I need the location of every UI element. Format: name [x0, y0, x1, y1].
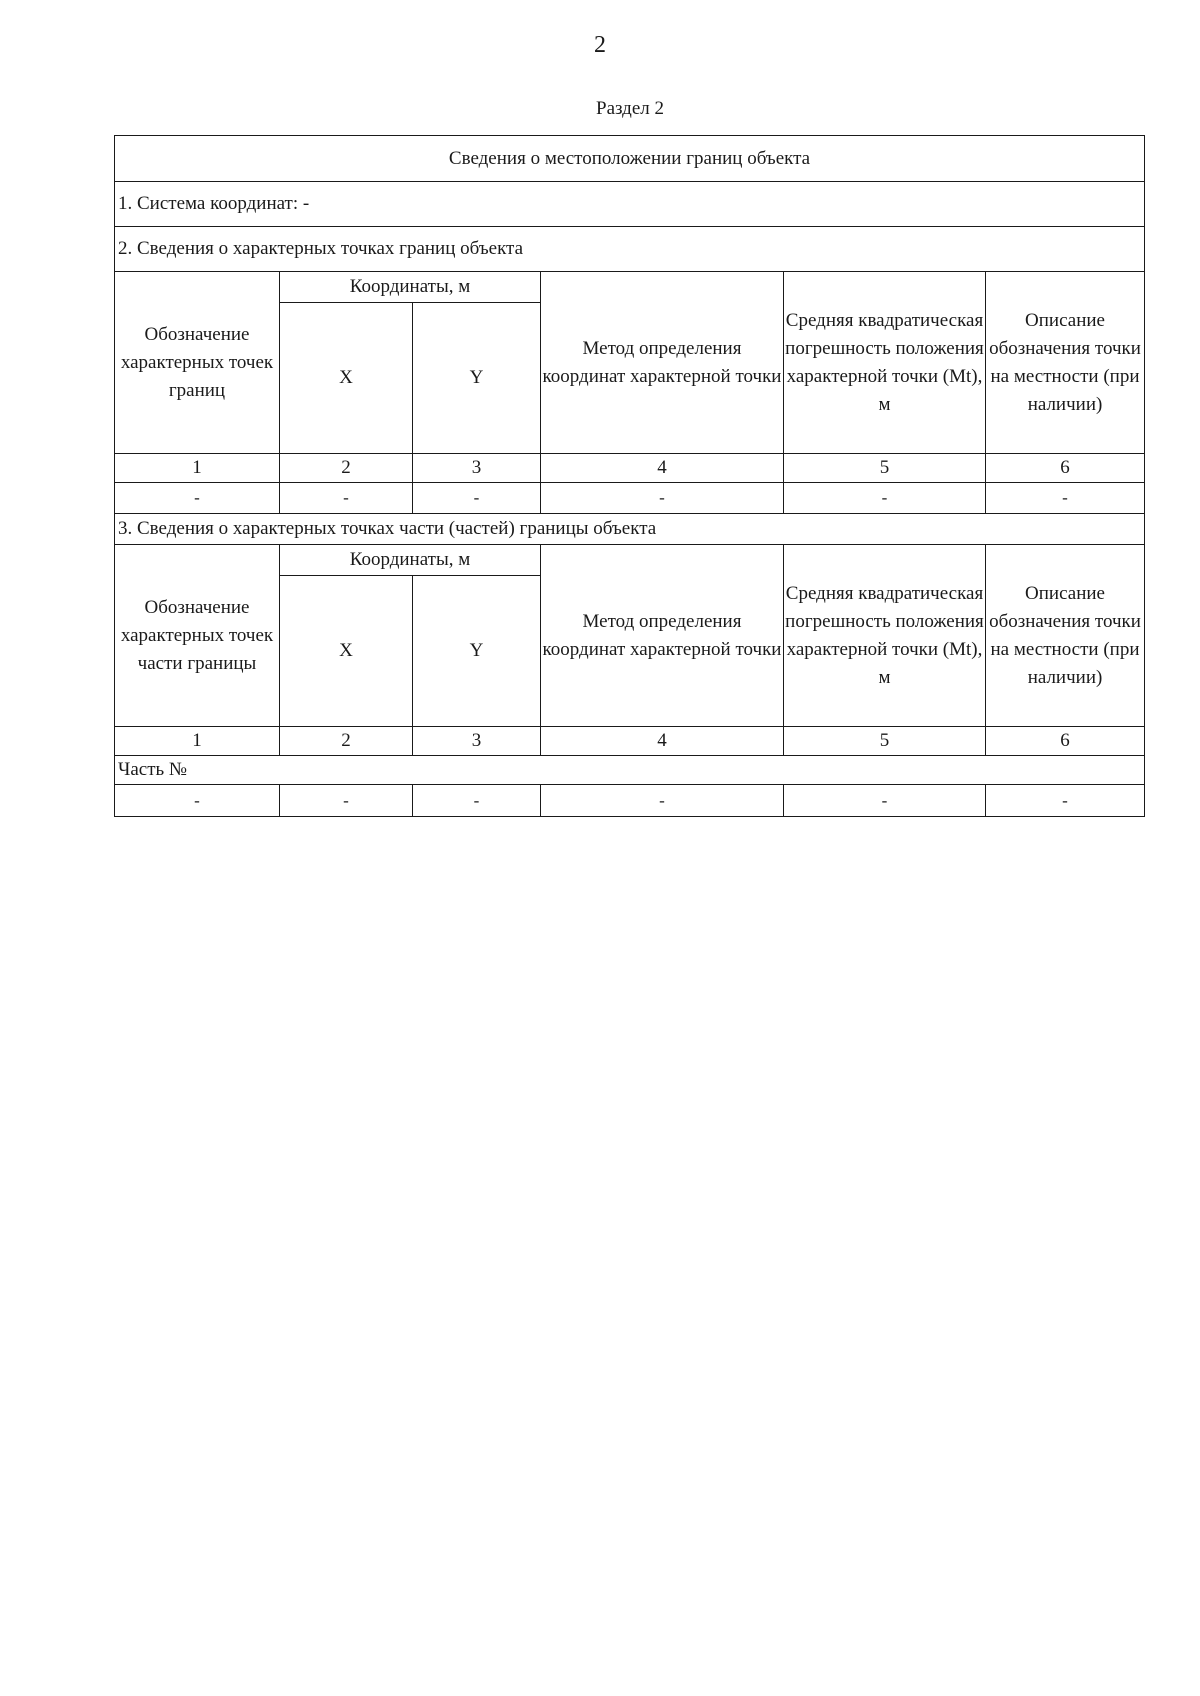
section3-header-description: Описание обозначения точки на местности (при наличии)	[986, 545, 1145, 727]
section2-data-row	[115, 483, 1145, 514]
column-number: 6	[986, 454, 1145, 483]
section2-header-coordinates: Координаты, м	[280, 272, 541, 303]
table-cell: -	[413, 483, 541, 514]
table-cell: -	[784, 483, 986, 514]
section3-header-coordinates: Координаты, м	[280, 545, 541, 576]
section2-number-row	[115, 454, 1145, 483]
section3-header-method: Метод определения координат характерной точки	[541, 545, 784, 727]
column-number: 4	[541, 454, 784, 483]
table-cell: -	[115, 483, 280, 514]
table-cell: -	[541, 785, 784, 817]
table-cell: -	[541, 483, 784, 514]
section3-header-designation: Обозначение характерных точек части границы	[115, 545, 280, 727]
column-number: 3	[413, 727, 541, 756]
section2-header-y: Y	[413, 303, 541, 454]
section-title: Раздел 2	[596, 98, 664, 119]
part-label: Часть №	[115, 756, 1145, 785]
section2-header-error: Средняя квадратическая погрешность положения характерной точки (Mt), м	[784, 272, 986, 454]
column-number: 5	[784, 454, 986, 483]
section3-title: 3. Сведения о характерных точках части (частей) границы объекта	[115, 514, 1145, 545]
section2-title: 2. Сведения о характерных точках границ объекта	[115, 227, 1145, 272]
column-number: 6	[986, 727, 1145, 756]
table-cell: -	[986, 483, 1145, 514]
column-number: 1	[115, 454, 280, 483]
section3-header-error: Средняя квадратическая погрешность положения характерной точки (Mt), м	[784, 545, 986, 727]
section3-header-y: Y	[413, 576, 541, 727]
table-cell: -	[413, 785, 541, 817]
section2-header-description: Описание обозначения точки на местности (при наличии)	[986, 272, 1145, 454]
section2-header-designation: Обозначение характерных точек границ	[115, 272, 280, 454]
section3-number-row	[115, 727, 1145, 756]
table-cell: -	[280, 483, 413, 514]
table-cell: -	[115, 785, 280, 817]
section3-data-row	[115, 785, 1145, 817]
section3-header-x: X	[280, 576, 413, 727]
section2-header-x: X	[280, 303, 413, 454]
column-number: 3	[413, 454, 541, 483]
coordinate-system: 1. Система координат: -	[115, 182, 1145, 227]
section2-header-method: Метод определения координат характерной точки	[541, 272, 784, 454]
column-number: 4	[541, 727, 784, 756]
table-cell: -	[784, 785, 986, 817]
table-title: Сведения о местоположении границ объекта	[115, 136, 1145, 182]
column-number: 5	[784, 727, 986, 756]
table-cell: -	[280, 785, 413, 817]
table-cell: -	[986, 785, 1145, 817]
column-number: 1	[115, 727, 280, 756]
column-number: 2	[280, 454, 413, 483]
column-number: 2	[280, 727, 413, 756]
boundaries-table	[114, 135, 1145, 817]
page-number: 2	[594, 32, 606, 58]
